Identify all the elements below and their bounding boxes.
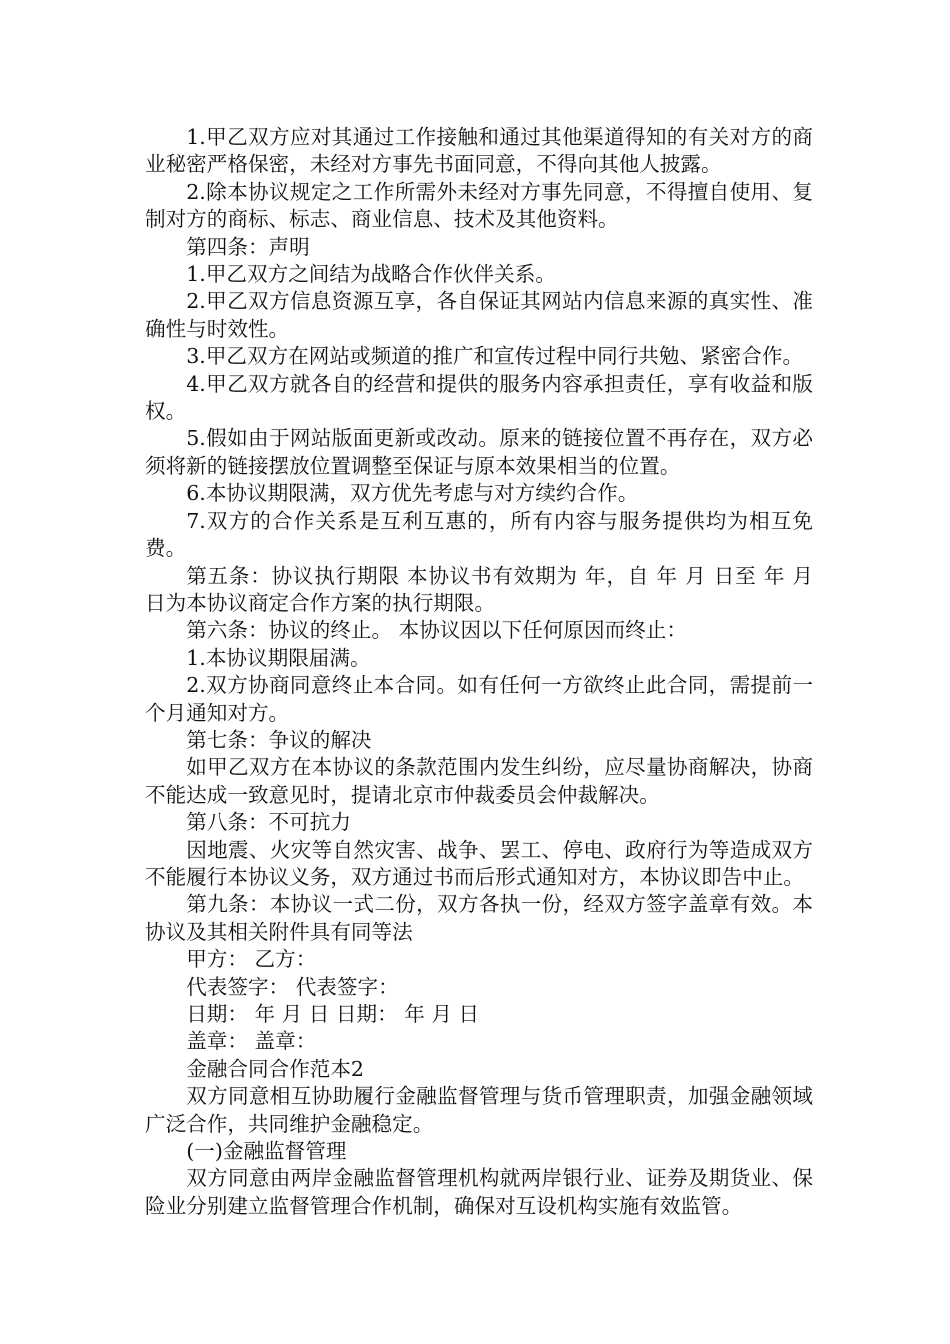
section-heading: 第四条：声明 — [186, 234, 310, 259]
document-body — [145, 124, 820, 1220]
paragraph: 1.本协议期限届满。 — [186, 645, 371, 670]
section-heading: 第七条：争议的解决 — [186, 727, 372, 752]
paragraph: 双方同意相互协助履行金融监督管理与货币管理职责，加强金融领域广泛合作，共同维护金融稳定。 — [145, 1084, 813, 1136]
document-title: 金融合同合作范本2 — [186, 1056, 365, 1081]
paragraph: 4.甲乙双方就各自的经营和提供的服务内容承担责任，享有收益和版权。 — [145, 371, 813, 424]
signature-line: 盖章： 盖章： — [186, 1029, 317, 1054]
paragraph: 2.甲乙双方信息资源互享，各自保证其网站内信息来源的真实性、准确性与时效性。 — [145, 289, 813, 341]
paragraph: 5.假如由于网站版面更新或改动。原来的链接位置不再存在，双方必须将新的链接摆放位置调整至保证与原本效果相当的位置。 — [145, 426, 813, 478]
paragraph: 6.本协议期限满，双方优先考虑与对方续约合作。 — [186, 481, 639, 506]
paragraph: 双方同意由两岸金融监督管理机构就两岸银行业、证券及期货业、保险业分别建立监督管理合作机制，确保对互设机构实施有效监管。 — [145, 1166, 813, 1218]
paragraph: 1.甲乙双方之间结为战略合作伙伴关系。 — [186, 262, 556, 287]
section-heading: 第八条：不可抗力 — [186, 810, 351, 835]
paragraph: 因地震、火灾等自然灾害、战争、罢工、停电、政府行为等造成双方不能履行本协议义务，双方通过书而后形式通知对方，本协议即告中止。 — [145, 837, 813, 889]
paragraph: 3.甲乙双方在网站或频道的推广和宣传过程中同行共勉、紧密合作。 — [186, 344, 804, 369]
section-heading: (一)金融监督管理 — [186, 1139, 347, 1164]
signature-line: 代表签字： 代表签字： — [186, 974, 399, 999]
section-heading: 第六条：协议的终止。 本协议因以下任何原因而终止： — [186, 618, 687, 643]
paragraph: 如甲乙双方在本协议的条款范围内发生纠纷，应尽量协商解决，协商不能达成一致意见时，提请北京市仲裁委员会仲裁解决。 — [145, 755, 813, 807]
paragraph: 2.双方协商同意终止本合同。如有任何一方欲终止此合同，需提前一个月通知对方。 — [145, 673, 813, 725]
signature-line: 甲方： 乙方： — [186, 947, 317, 972]
paragraph: 1.甲乙双方应对其通过工作接触和通过其他渠道得知的有关对方的商业秘密严格保密，未经对方事先书面同意，不得向其他人披露。 — [145, 125, 813, 177]
paragraph: 7.双方的合作关系是互利互惠的，所有内容与服务提供均为相互免费。 — [145, 508, 813, 561]
section-heading: 第九条：本协议一式二份，双方各执一份，经双方签字盖章有效。本协议及其相关附件具有同等法 — [145, 892, 813, 944]
section-heading: 第五条：协议执行期限 本协议书有效期为 年，自 年 月 日至 年 月 日为本协议商定合作方案的执行期限。 — [145, 563, 820, 615]
signature-line: 日期： 年 月 日 日期： 年 月 日 — [186, 1002, 480, 1026]
paragraph: 2.除本协议规定之工作所需外未经对方事先同意，不得擅自使用、复制对方的商标、标志、商业信息、技术及其他资料。 — [145, 179, 813, 232]
